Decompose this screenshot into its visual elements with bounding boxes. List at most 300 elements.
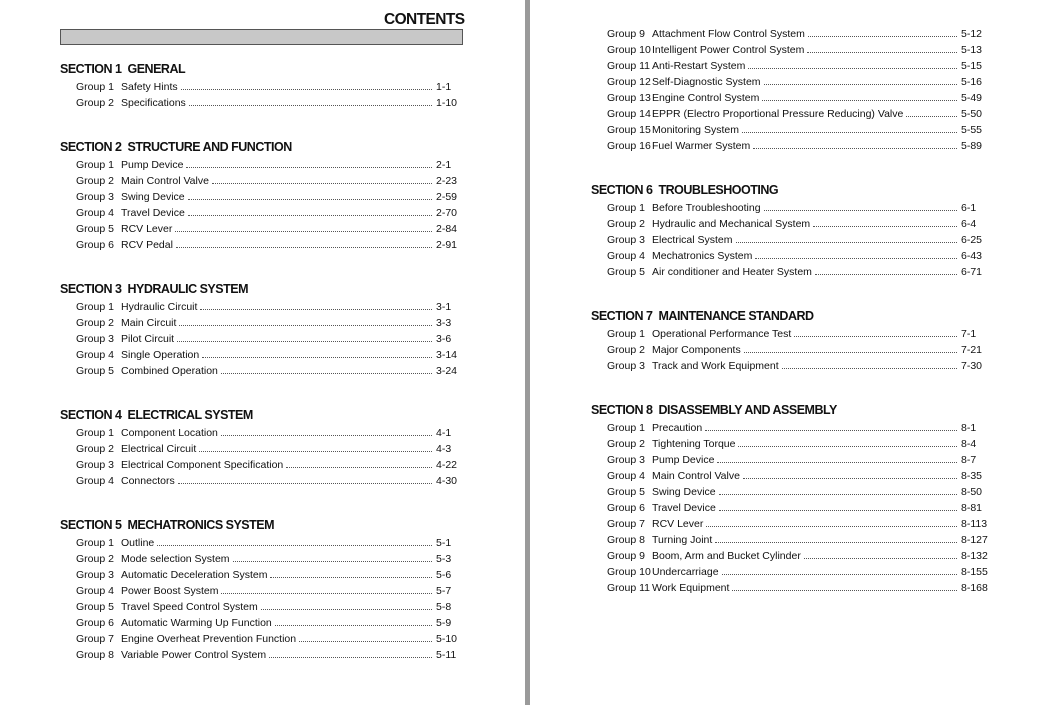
dot-leader — [717, 462, 957, 463]
toc-group-number: Group 16 — [607, 140, 651, 152]
dot-leader — [804, 558, 957, 559]
toc-page-number: 3-6 — [436, 333, 452, 345]
toc-group-number: Group 1 — [76, 427, 114, 439]
section-number: SECTION 3 — [60, 282, 122, 296]
toc-entry-title: Specifications — [121, 97, 186, 109]
toc-page-number: 5-16 — [961, 76, 983, 88]
toc-group-number: Group 9 — [607, 28, 645, 40]
toc-entry[interactable] — [60, 157, 462, 173]
dot-leader — [807, 52, 957, 53]
toc-entry[interactable] — [60, 615, 462, 631]
section-heading[interactable] — [60, 280, 462, 299]
toc-entry[interactable] — [60, 189, 462, 205]
toc-entry[interactable] — [591, 436, 987, 452]
toc-page-number: 2-1 — [436, 159, 452, 171]
dot-leader — [179, 325, 432, 326]
toc-page-number: 3-24 — [436, 365, 458, 377]
section-number: SECTION 6 — [591, 183, 653, 197]
toc-group-number: Group 7 — [607, 518, 645, 530]
section-heading[interactable] — [60, 406, 462, 425]
section-heading[interactable] — [60, 60, 462, 79]
toc-entry-title: Outline — [121, 537, 155, 549]
toc-entry-title: Mechatronics System — [652, 250, 753, 262]
toc-group-number: Group 1 — [76, 81, 114, 93]
toc-page-number: 5-9 — [436, 617, 452, 629]
toc-entry-title: Mode selection System — [121, 553, 230, 565]
dot-leader — [176, 247, 432, 248]
right-page — [530, 0, 1056, 705]
toc-group-number: Group 4 — [76, 475, 114, 487]
toc-page-number: 4-1 — [436, 427, 452, 439]
toc-page-number: 5-49 — [961, 92, 983, 104]
toc-page-number: 4-22 — [436, 459, 458, 471]
toc-section — [591, 401, 987, 596]
toc-page-number: 8-81 — [961, 502, 983, 514]
toc-page-number: 8-132 — [961, 550, 988, 562]
toc-page-number: 5-8 — [436, 601, 452, 613]
toc-page-number: 5-55 — [961, 124, 983, 136]
toc-entry[interactable] — [591, 26, 987, 42]
toc-page-number: 7-30 — [961, 360, 983, 372]
toc-page-number: 8-1 — [961, 422, 977, 434]
toc-entry-title: Tightening Torque — [652, 438, 736, 450]
toc-entry[interactable] — [591, 564, 987, 580]
toc-entry-title: Travel Device — [652, 502, 716, 514]
toc-group-number: Group 2 — [607, 344, 645, 356]
toc-group-number: Group 4 — [76, 207, 114, 219]
toc-entry[interactable] — [591, 138, 987, 154]
toc-section — [60, 60, 462, 111]
toc-group-number: Group 1 — [607, 328, 645, 340]
toc-section — [60, 138, 462, 253]
section-name: ELECTRICAL SYSTEM — [127, 408, 253, 422]
section-number: SECTION 7 — [591, 309, 653, 323]
toc-section — [591, 181, 987, 280]
dot-leader — [906, 116, 957, 117]
toc-group-number: Group 1 — [76, 537, 114, 549]
dot-leader — [261, 609, 432, 610]
toc-entry-title: Automatic Deceleration System — [121, 569, 268, 581]
dot-leader — [200, 309, 432, 310]
toc-entry-title: Undercarriage — [652, 566, 719, 578]
dot-leader — [732, 590, 957, 591]
toc-entry[interactable] — [60, 363, 462, 379]
toc-page-number: 6-71 — [961, 266, 983, 278]
toc-group-number: Group 2 — [76, 175, 114, 187]
toc-entry-title: EPPR (Electro Proportional Pressure Reducing) Valve — [652, 108, 904, 120]
dot-leader — [189, 105, 432, 106]
dot-leader — [762, 100, 957, 101]
dot-leader — [275, 625, 432, 626]
toc-entry-title: Operational Performance Test — [652, 328, 792, 340]
toc-page-number: 5-12 — [961, 28, 983, 40]
toc-page-number: 6-25 — [961, 234, 983, 246]
toc-entry[interactable] — [60, 425, 462, 441]
toc-page-number: 4-3 — [436, 443, 452, 455]
section-name: MECHATRONICS SYSTEM — [127, 518, 275, 532]
section-heading[interactable] — [591, 181, 987, 200]
dot-leader — [186, 167, 432, 168]
toc-entry-title: Monitoring System — [652, 124, 739, 136]
toc-page-number: 5-3 — [436, 553, 452, 565]
toc-entry[interactable] — [591, 122, 987, 138]
toc-page-number: 2-91 — [436, 239, 458, 251]
toc-entry[interactable] — [60, 631, 462, 647]
toc-entry-title: Swing Device — [121, 191, 185, 203]
toc-entry[interactable] — [591, 484, 987, 500]
left-toc-column — [60, 60, 462, 690]
toc-page-number: 1-1 — [436, 81, 452, 93]
toc-section — [591, 307, 987, 374]
section-number: SECTION 4 — [60, 408, 122, 422]
toc-group-number: Group 5 — [76, 223, 114, 235]
toc-group-number: Group 6 — [76, 239, 114, 251]
toc-entry[interactable] — [591, 106, 987, 122]
toc-entry-title: Turning Joint — [652, 534, 713, 546]
toc-entry-title: Variable Power Control System — [121, 649, 267, 661]
toc-entry-title: Connectors — [121, 475, 175, 487]
dot-leader — [736, 242, 957, 243]
section-name: TROUBLESHOOTING — [658, 183, 779, 197]
dot-leader — [808, 36, 957, 37]
toc-page-number: 5-89 — [961, 140, 983, 152]
toc-entry-title: Precaution — [652, 422, 703, 434]
toc-group-number: Group 2 — [607, 438, 645, 450]
toc-group-number: Group 5 — [607, 266, 645, 278]
toc-entry-title: Component Location — [121, 427, 218, 439]
toc-entry-title: Main Circuit — [121, 317, 177, 329]
toc-entry[interactable] — [591, 532, 987, 548]
toc-entry[interactable] — [60, 535, 462, 551]
toc-group-number: Group 8 — [607, 534, 645, 546]
toc-page-number: 2-23 — [436, 175, 458, 187]
toc-entry[interactable] — [591, 452, 987, 468]
toc-page-number: 4-30 — [436, 475, 458, 487]
toc-group-number: Group 2 — [76, 443, 114, 455]
toc-page-number: 8-127 — [961, 534, 988, 546]
toc-page-number: 6-43 — [961, 250, 983, 262]
dot-leader — [188, 215, 432, 216]
toc-entry-title: Main Control Valve — [652, 470, 740, 482]
toc-entry[interactable] — [60, 315, 462, 331]
toc-page-number: 5-1 — [436, 537, 452, 549]
toc-entry[interactable] — [60, 457, 462, 473]
toc-entry-title: Safety Hints — [121, 81, 178, 93]
dot-leader — [753, 148, 957, 149]
toc-group-number: Group 5 — [607, 486, 645, 498]
section-name: HYDRAULIC SYSTEM — [127, 282, 248, 296]
toc-page-number: 5-50 — [961, 108, 983, 120]
toc-entry[interactable] — [591, 74, 987, 90]
toc-entry[interactable] — [591, 264, 987, 280]
toc-entry[interactable] — [591, 500, 987, 516]
toc-entry[interactable] — [60, 473, 462, 489]
dot-leader — [178, 483, 432, 484]
toc-entry-title: Travel Device — [121, 207, 185, 219]
dot-leader — [719, 494, 957, 495]
toc-entry[interactable] — [591, 42, 987, 58]
dot-leader — [782, 368, 957, 369]
dot-leader — [743, 478, 957, 479]
toc-group-number: Group 3 — [76, 191, 114, 203]
right-toc-column — [591, 26, 987, 623]
toc-section-continued — [591, 26, 987, 154]
toc-section — [60, 516, 462, 663]
toc-group-number: Group 15 — [607, 124, 651, 136]
dot-leader — [270, 577, 432, 578]
toc-entry[interactable] — [60, 299, 462, 315]
toc-group-number: Group 8 — [76, 649, 114, 661]
toc-entry[interactable] — [591, 420, 987, 436]
dot-leader — [269, 657, 432, 658]
toc-entry[interactable] — [60, 567, 462, 583]
toc-entry-title: Boom, Arm and Bucket Cylinder — [652, 550, 801, 562]
toc-entry-title: Fuel Warmer System — [652, 140, 751, 152]
dot-leader — [813, 226, 957, 227]
section-number: SECTION 5 — [60, 518, 122, 532]
toc-group-number: Group 11 — [607, 60, 650, 72]
dot-leader — [722, 574, 957, 575]
toc-group-number: Group 1 — [607, 422, 645, 434]
dot-leader — [181, 89, 432, 90]
toc-entry-title: Travel Speed Control System — [121, 601, 258, 613]
toc-group-number: Group 6 — [607, 502, 645, 514]
dot-leader — [175, 231, 432, 232]
dot-leader — [286, 467, 432, 468]
section-heading[interactable] — [60, 516, 462, 535]
dot-leader — [742, 132, 957, 133]
toc-page-number: 3-14 — [436, 349, 458, 361]
toc-entry-title: RCV Pedal — [121, 239, 173, 251]
toc-page-number: 8-35 — [961, 470, 983, 482]
section-5-continued — [591, 26, 987, 154]
toc-entry[interactable] — [60, 647, 462, 663]
toc-page-number: 5-11 — [436, 649, 457, 661]
toc-group-number: Group 10 — [607, 566, 651, 578]
toc-group-number: Group 4 — [607, 470, 645, 482]
toc-page-number: 7-1 — [961, 328, 977, 340]
toc-page-number: 8-7 — [961, 454, 977, 466]
toc-entry[interactable] — [591, 58, 987, 74]
toc-entry[interactable] — [591, 358, 987, 374]
dot-leader — [815, 274, 957, 275]
toc-entry-title: Attachment Flow Control System — [652, 28, 805, 40]
toc-group-number: Group 2 — [76, 97, 114, 109]
toc-entry[interactable] — [60, 331, 462, 347]
toc-group-number: Group 7 — [76, 633, 114, 645]
dot-leader — [202, 357, 432, 358]
dot-leader — [157, 545, 432, 546]
dot-leader — [719, 510, 957, 511]
toc-page-number: 6-1 — [961, 202, 977, 214]
dot-leader — [299, 641, 432, 642]
section-number: SECTION 2 — [60, 140, 122, 154]
toc-page-number: 1-10 — [436, 97, 458, 109]
toc-page-number: 2-84 — [436, 223, 458, 235]
toc-entry[interactable] — [591, 216, 987, 232]
section-name: GENERAL — [127, 62, 186, 76]
toc-entry-title: Hydraulic and Mechanical System — [652, 218, 811, 230]
section-number: SECTION 1 — [60, 62, 122, 76]
section-name: MAINTENANCE STANDARD — [658, 309, 814, 323]
toc-group-number: Group 1 — [607, 202, 645, 214]
toc-entry[interactable] — [60, 441, 462, 457]
toc-entry-title: Major Components — [652, 344, 741, 356]
toc-entry[interactable] — [591, 468, 987, 484]
toc-page-number: 8-4 — [961, 438, 977, 450]
toc-entry-title: Main Control Valve — [121, 175, 209, 187]
toc-entry[interactable] — [591, 516, 987, 532]
dot-leader — [715, 542, 957, 543]
toc-group-number: Group 3 — [607, 360, 645, 372]
toc-entry[interactable] — [60, 599, 462, 615]
dot-leader — [188, 199, 432, 200]
toc-group-number: Group 3 — [607, 454, 645, 466]
toc-group-number: Group 14 — [607, 108, 651, 120]
toc-entry-title: Pump Device — [121, 159, 184, 171]
toc-page-number: 5-7 — [436, 585, 452, 597]
toc-entry[interactable] — [60, 205, 462, 221]
toc-entry-title: Electrical Component Specification — [121, 459, 284, 471]
toc-entry-title: Track and Work Equipment — [652, 360, 779, 372]
section-heading[interactable] — [591, 307, 987, 326]
section-name: DISASSEMBLY AND ASSEMBLY — [658, 403, 837, 417]
title-bar — [60, 29, 463, 45]
toc-group-number: Group 2 — [76, 553, 114, 565]
toc-group-number: Group 12 — [607, 76, 651, 88]
toc-page-number: 8-50 — [961, 486, 983, 498]
toc-page-number: 8-155 — [961, 566, 988, 578]
dot-leader — [748, 68, 957, 69]
toc-entry-title: Air conditioner and Heater System — [652, 266, 812, 278]
toc-group-number: Group 3 — [76, 459, 114, 471]
toc-page-number: 3-1 — [436, 301, 452, 313]
toc-entry-title: Engine Overheat Prevention Function — [121, 633, 297, 645]
toc-entry-title: Work Equipment — [652, 582, 730, 594]
toc-entry-title: Automatic Warming Up Function — [121, 617, 272, 629]
toc-page-number: 3-3 — [436, 317, 452, 329]
dot-leader — [755, 258, 957, 259]
toc-page-number: 8-113 — [961, 518, 988, 530]
toc-entry-title: Power Boost System — [121, 585, 219, 597]
toc-entry-title: Intelligent Power Control System — [652, 44, 805, 56]
toc-entry[interactable] — [591, 580, 987, 596]
toc-entry[interactable] — [60, 347, 462, 363]
section-heading[interactable] — [591, 401, 987, 420]
toc-page-number: 2-70 — [436, 207, 458, 219]
toc-group-number: Group 1 — [76, 159, 114, 171]
toc-page-number: 5-13 — [961, 44, 983, 56]
toc-group-number: Group 11 — [607, 582, 650, 594]
toc-group-number: Group 3 — [607, 234, 645, 246]
toc-group-number: Group 13 — [607, 92, 651, 104]
toc-entry[interactable] — [591, 90, 987, 106]
dot-leader — [212, 183, 432, 184]
toc-entry-title: RCV Lever — [121, 223, 173, 235]
toc-page-number: 5-15 — [961, 60, 983, 72]
dot-leader — [233, 561, 432, 562]
toc-entry[interactable] — [60, 237, 462, 253]
toc-entry[interactable] — [60, 95, 462, 111]
toc-entry-title: RCV Lever — [652, 518, 704, 530]
toc-entry[interactable] — [591, 342, 987, 358]
toc-section — [60, 406, 462, 489]
toc-entry-title: Hydraulic Circuit — [121, 301, 198, 313]
section-number: SECTION 8 — [591, 403, 653, 417]
toc-group-number: Group 4 — [76, 349, 114, 361]
right-sections — [591, 181, 987, 596]
dot-leader — [221, 593, 432, 594]
dot-leader — [199, 451, 432, 452]
toc-page-number: 7-21 — [961, 344, 983, 356]
toc-entry-title: Self-Diagnostic System — [652, 76, 761, 88]
toc-group-number: Group 3 — [76, 333, 114, 345]
toc-group-number: Group 10 — [607, 44, 651, 56]
toc-group-number: Group 6 — [76, 617, 114, 629]
toc-page-number: 5-6 — [436, 569, 452, 581]
toc-entry-title: Electrical Circuit — [121, 443, 197, 455]
toc-entry-title: Single Operation — [121, 349, 200, 361]
dot-leader — [221, 435, 432, 436]
toc-page-number: 8-168 — [961, 582, 988, 594]
dot-leader — [744, 352, 957, 353]
section-name: STRUCTURE AND FUNCTION — [127, 140, 292, 154]
toc-entry-title: Pump Device — [652, 454, 715, 466]
toc-entry[interactable] — [591, 200, 987, 216]
left-page — [0, 0, 525, 705]
toc-entry[interactable] — [591, 326, 987, 342]
toc-entry[interactable] — [60, 583, 462, 599]
toc-group-number: Group 4 — [607, 250, 645, 262]
toc-group-number: Group 1 — [76, 301, 114, 313]
toc-entry[interactable] — [60, 173, 462, 189]
toc-entry[interactable] — [591, 248, 987, 264]
dot-leader — [738, 446, 957, 447]
toc-entry[interactable] — [60, 221, 462, 237]
toc-entry[interactable] — [60, 551, 462, 567]
toc-page-number: 2-59 — [436, 191, 458, 203]
toc-entry-title: Pilot Circuit — [121, 333, 175, 345]
toc-group-number: Group 9 — [607, 550, 645, 562]
toc-group-number: Group 5 — [76, 601, 114, 613]
toc-entry-title: Anti-Restart System — [652, 60, 746, 72]
toc-entry-title: Before Troubleshooting — [652, 202, 761, 214]
toc-group-number: Group 4 — [76, 585, 114, 597]
toc-entry[interactable] — [591, 232, 987, 248]
toc-entry-title: Electrical System — [652, 234, 733, 246]
toc-entry-title: Combined Operation — [121, 365, 218, 377]
dot-leader — [794, 336, 957, 337]
dot-leader — [177, 341, 432, 342]
toc-entry[interactable] — [591, 548, 987, 564]
dot-leader — [764, 210, 957, 211]
toc-page-number: 5-10 — [436, 633, 458, 645]
toc-entry-title: Swing Device — [652, 486, 716, 498]
toc-group-number: Group 3 — [76, 569, 114, 581]
dot-leader — [706, 526, 957, 527]
section-heading[interactable] — [60, 138, 462, 157]
page-title: CONTENTS — [384, 11, 465, 28]
dot-leader — [705, 430, 957, 431]
toc-group-number: Group 5 — [76, 365, 114, 377]
toc-group-number: Group 2 — [76, 317, 114, 329]
toc-section — [60, 280, 462, 379]
toc-page-number: 6-4 — [961, 218, 977, 230]
dot-leader — [764, 84, 957, 85]
toc-entry[interactable] — [60, 79, 462, 95]
dot-leader — [221, 373, 432, 374]
toc-group-number: Group 2 — [607, 218, 645, 230]
